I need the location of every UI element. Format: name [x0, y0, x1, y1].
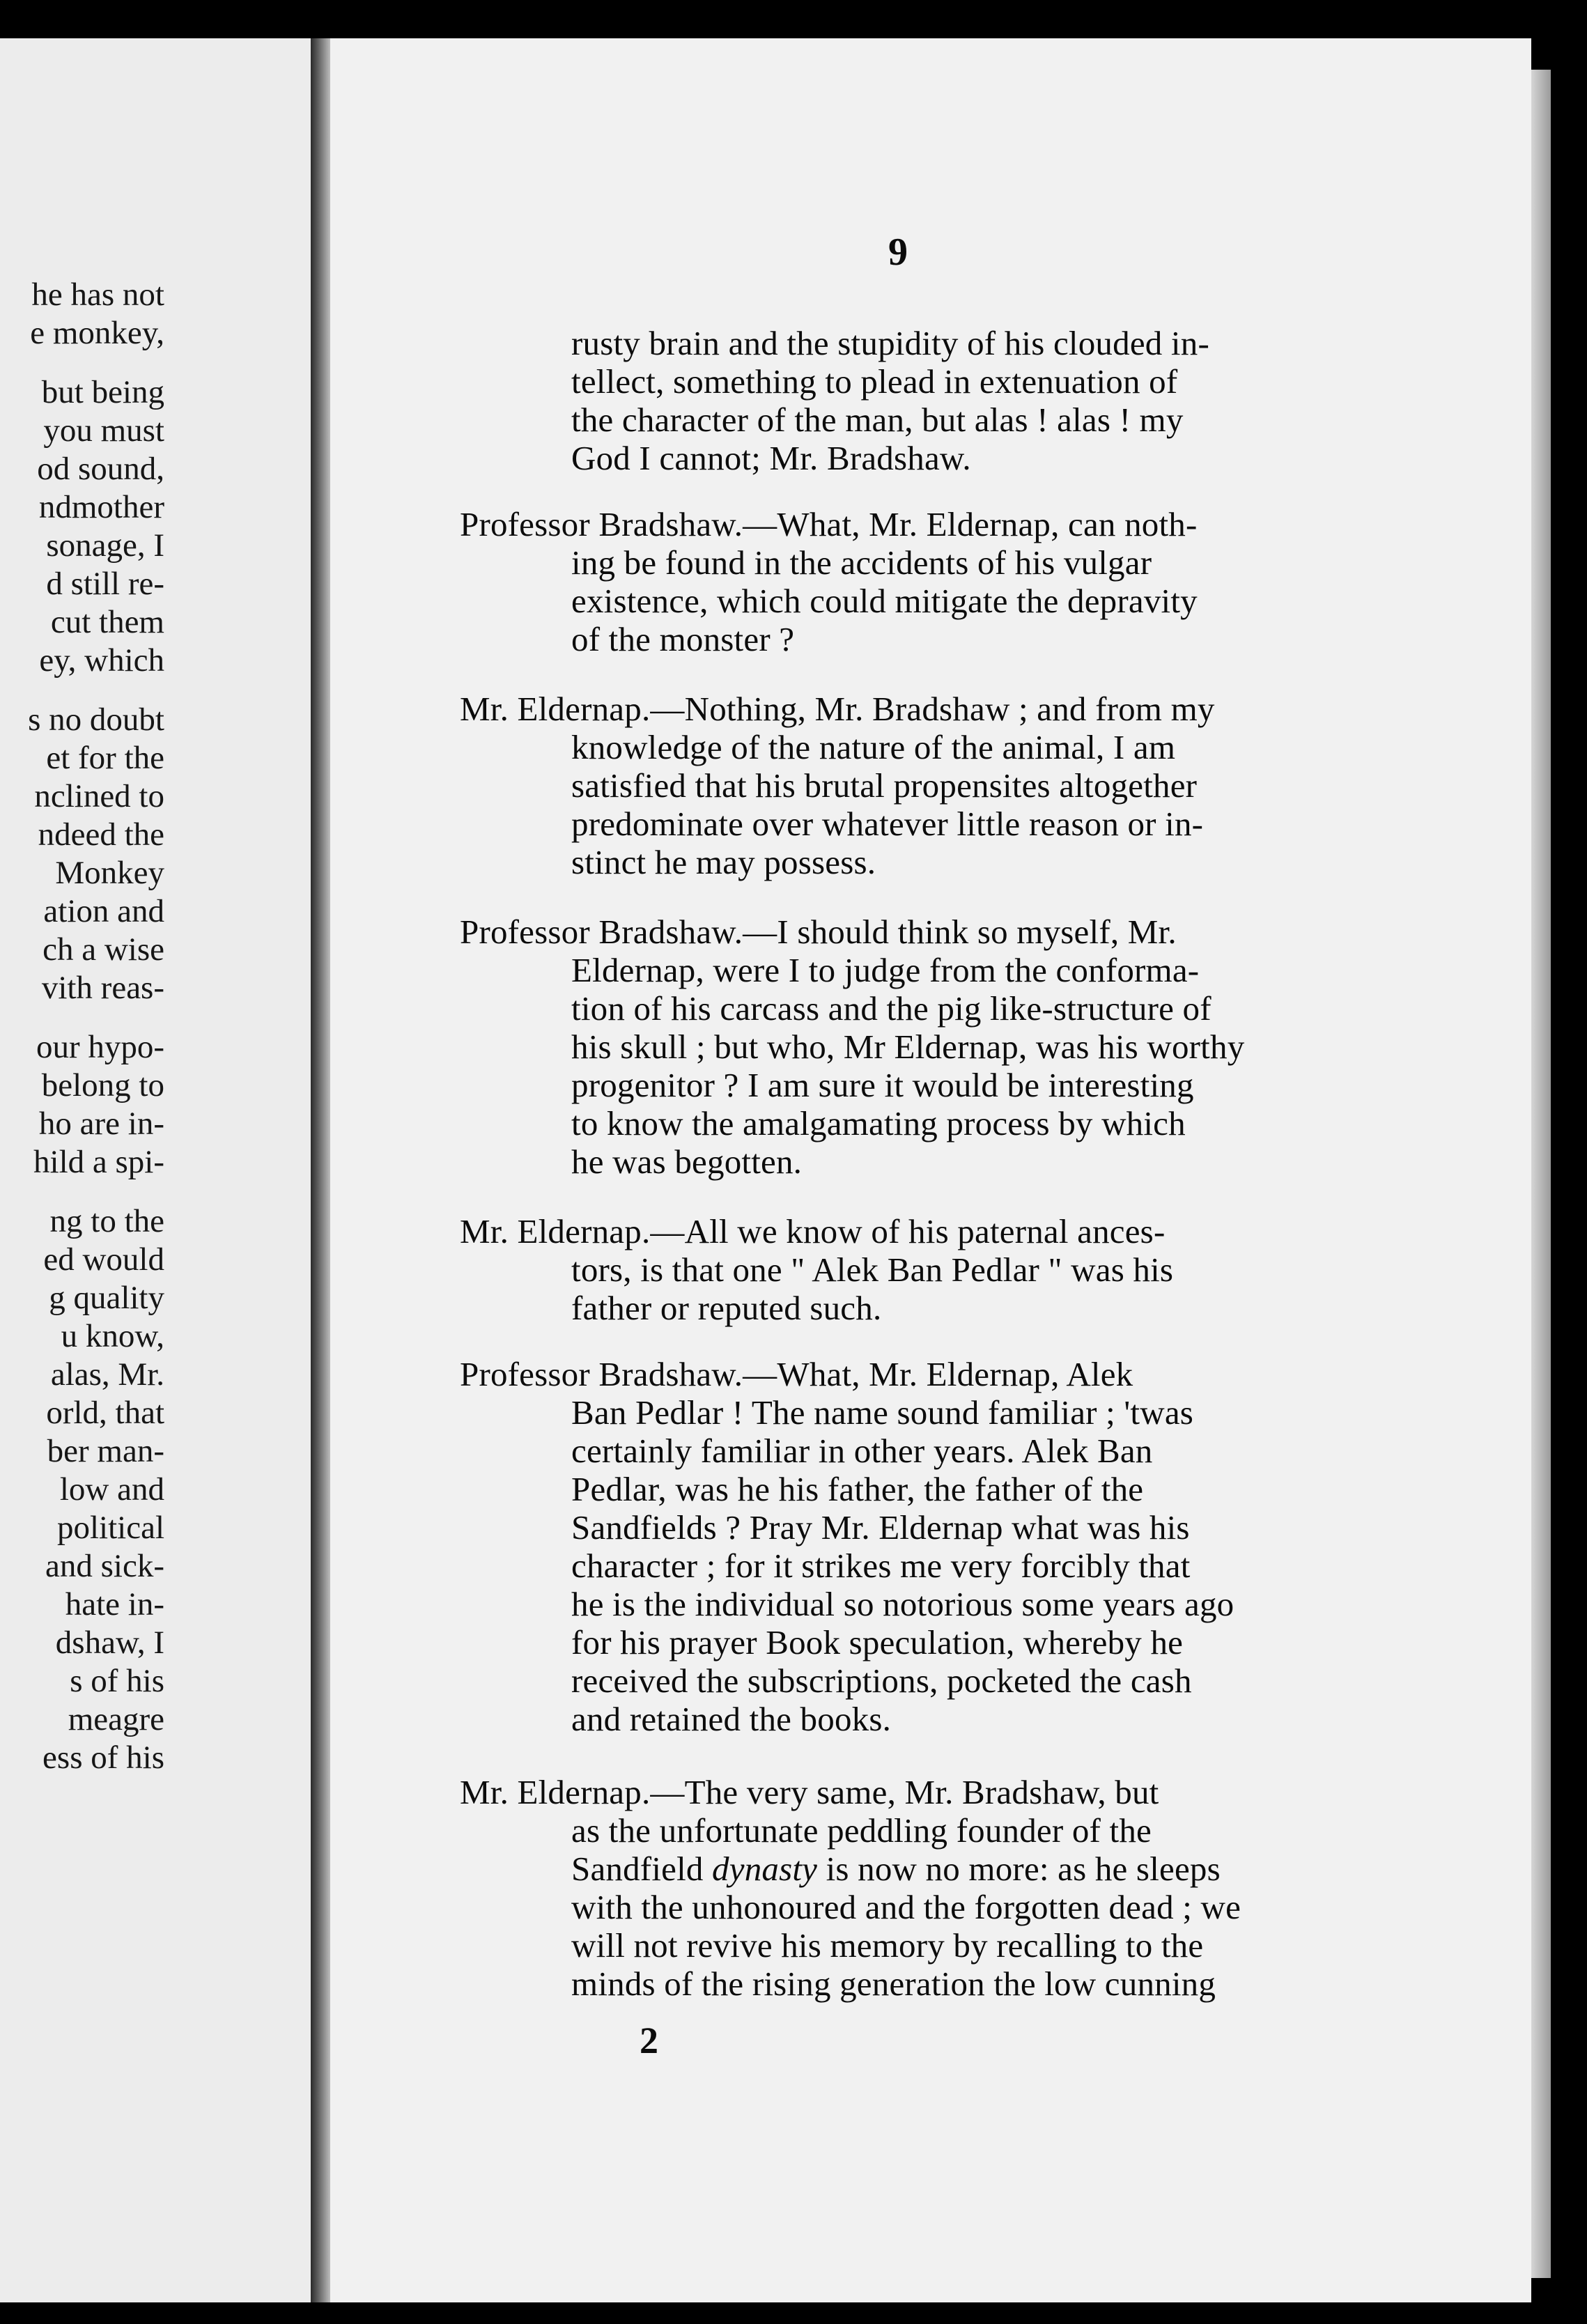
text-line: progenitor ? I am sure it would be interesting [571, 1066, 1194, 1104]
speaker-name: Professor Bradshaw. [460, 1355, 743, 1393]
text-line: tion of his carcass and the pig like-structure of [571, 989, 1211, 1028]
text-line: existence, which could mitigate the depravity [571, 582, 1198, 620]
left-page-line: ndmother [38, 489, 164, 525]
left-page-line: nclined to [34, 778, 164, 814]
left-page-line: et for the [46, 740, 164, 776]
text-line: predominate over whatever little reason or in- [571, 805, 1204, 843]
speech-text: —All we know of his paternal ances- [650, 1212, 1166, 1250]
text-line: Eldernap, were I to judge from the conforma- [571, 951, 1200, 989]
speech-first-line [460, 915, 1177, 949]
text-line: for his prayer Book speculation, whereby he [571, 1623, 1184, 1661]
left-page-line: vith reas- [41, 970, 164, 1006]
left-page-line: hild a spi- [33, 1144, 164, 1180]
left-page-line: ed would [43, 1241, 164, 1278]
left-page-line: od sound, [37, 451, 164, 487]
signature-mark: 2 [640, 2020, 658, 2061]
speech-text: —What, Mr. Eldernap, Alek [743, 1355, 1133, 1393]
speech-first-line [460, 1214, 1165, 1248]
left-page-line: ation and [43, 893, 164, 929]
left-page-line: cut them [50, 604, 164, 640]
text-line: tors, is that one " Alek Ban Pedlar " was his [571, 1250, 1174, 1289]
left-page-line: e monkey, [30, 315, 164, 351]
text-line: Sandfields ? Pray Mr. Eldernap what was his [571, 1508, 1190, 1547]
left-page-line: ch a wise [42, 931, 164, 968]
text-line: Pedlar, was he his father, the father of the [571, 1470, 1144, 1508]
left-page-line: belong to [41, 1067, 164, 1103]
speaker-name: Professor Bradshaw. [460, 913, 743, 951]
left-page-line: but being [41, 374, 164, 410]
speech-first-line [460, 507, 1198, 541]
speech-first-line [460, 1775, 1159, 1809]
text-line: his skull ; but who, Mr Eldernap, was his worthy [571, 1028, 1245, 1066]
speaker-name: Mr. Eldernap. [460, 690, 651, 728]
text-line: certainly familiar in other years. Alek Ban [571, 1432, 1153, 1470]
text-line: tellect, something to plead in extenuation of [571, 362, 1178, 401]
left-page-line: sonage, I [46, 527, 164, 564]
left-page-line: hate in- [65, 1586, 164, 1622]
text-line: knowledge of the nature of the animal, I am [571, 728, 1176, 766]
speech-first-line [460, 1357, 1133, 1391]
text-line: minds of the rising generation the low cunning [571, 1965, 1216, 2003]
left-page-line: ess of his [42, 1740, 164, 1776]
left-page-line: our hypo- [36, 1029, 164, 1065]
speaker-name: Mr. Eldernap. [460, 1212, 651, 1250]
left-page-line: Monkey [55, 855, 164, 891]
left-page-line: s of his [70, 1663, 164, 1699]
italic-word: dynasty [712, 1850, 818, 1888]
left-page-line: and sick- [45, 1548, 164, 1584]
text-line: of the monster ? [571, 620, 795, 658]
left-page-line: ber man- [47, 1433, 164, 1469]
speech-text: —Nothing, Mr. Bradshaw ; and from my [650, 690, 1215, 728]
text-line: Ban Pedlar ! The name sound familiar ; 'twas [571, 1393, 1194, 1432]
speech-first-line [460, 692, 1215, 726]
left-page-line: ey, which [39, 642, 164, 679]
speech-text: —The very same, Mr. Bradshaw, but [650, 1773, 1159, 1811]
left-page-line: orld, that [46, 1395, 164, 1431]
speaker-name: Professor Bradshaw. [460, 505, 743, 543]
left-page-line: d still re- [46, 566, 164, 602]
text-line: God I cannot; Mr. Bradshaw. [571, 439, 971, 477]
text-line: with the unhonoured and the forgotten dead ; we [571, 1888, 1241, 1926]
left-page-line: he has not [31, 277, 164, 313]
text-line: received the subscriptions, pocketed the cash [571, 1661, 1192, 1700]
left-page-line: dshaw, I [55, 1625, 164, 1661]
text-line: and retained the books. [571, 1700, 892, 1738]
left-page-line: meagre [68, 1701, 164, 1737]
left-page-line: s no doubt [28, 702, 164, 738]
text-line: will not revive his memory by recalling to the [571, 1926, 1204, 1965]
text-line: ing be found in the accidents of his vulgar [571, 543, 1152, 582]
left-page-line: ng to the [49, 1203, 164, 1239]
text-line: satisfied that his brutal propensites altogether [571, 766, 1198, 805]
text-line: he was begotten. [571, 1142, 803, 1181]
left-page-line: you must [43, 412, 164, 449]
text-line: rusty brain and the stupidity of his clouded in- [571, 324, 1209, 362]
text-line [571, 1852, 1221, 1886]
text-segment: is now no more: as he sleeps [817, 1850, 1221, 1888]
text-line: father or reputed such. [571, 1289, 882, 1327]
left-page-line: g quality [49, 1280, 164, 1316]
speech-text: —I should think so myself, Mr. [743, 913, 1177, 951]
text-line: as the unfortunate peddling founder of the [571, 1811, 1152, 1850]
speaker-name: Mr. Eldernap. [460, 1773, 651, 1811]
left-page-line: ndeed the [38, 816, 164, 853]
text-line: to know the amalgamating process by which [571, 1104, 1186, 1142]
left-page-line: low and [59, 1471, 164, 1508]
page-number: 9 [888, 231, 908, 274]
left-page-line: ho are in- [38, 1106, 164, 1142]
left-page-line: u know, [61, 1318, 164, 1354]
speech-text: —What, Mr. Eldernap, can noth- [743, 505, 1198, 543]
text-segment: Sandfield [571, 1850, 713, 1888]
text-line: he is the individual so notorious some years ago [571, 1585, 1234, 1623]
text-line: character ; for it strikes me very forcibly that [571, 1547, 1191, 1585]
left-page-line: political [56, 1510, 164, 1546]
text-line: stinct he may possess. [571, 843, 876, 881]
text-line: the character of the man, but alas ! alas ! my [571, 401, 1184, 439]
left-page-line: alas, Mr. [50, 1356, 164, 1393]
